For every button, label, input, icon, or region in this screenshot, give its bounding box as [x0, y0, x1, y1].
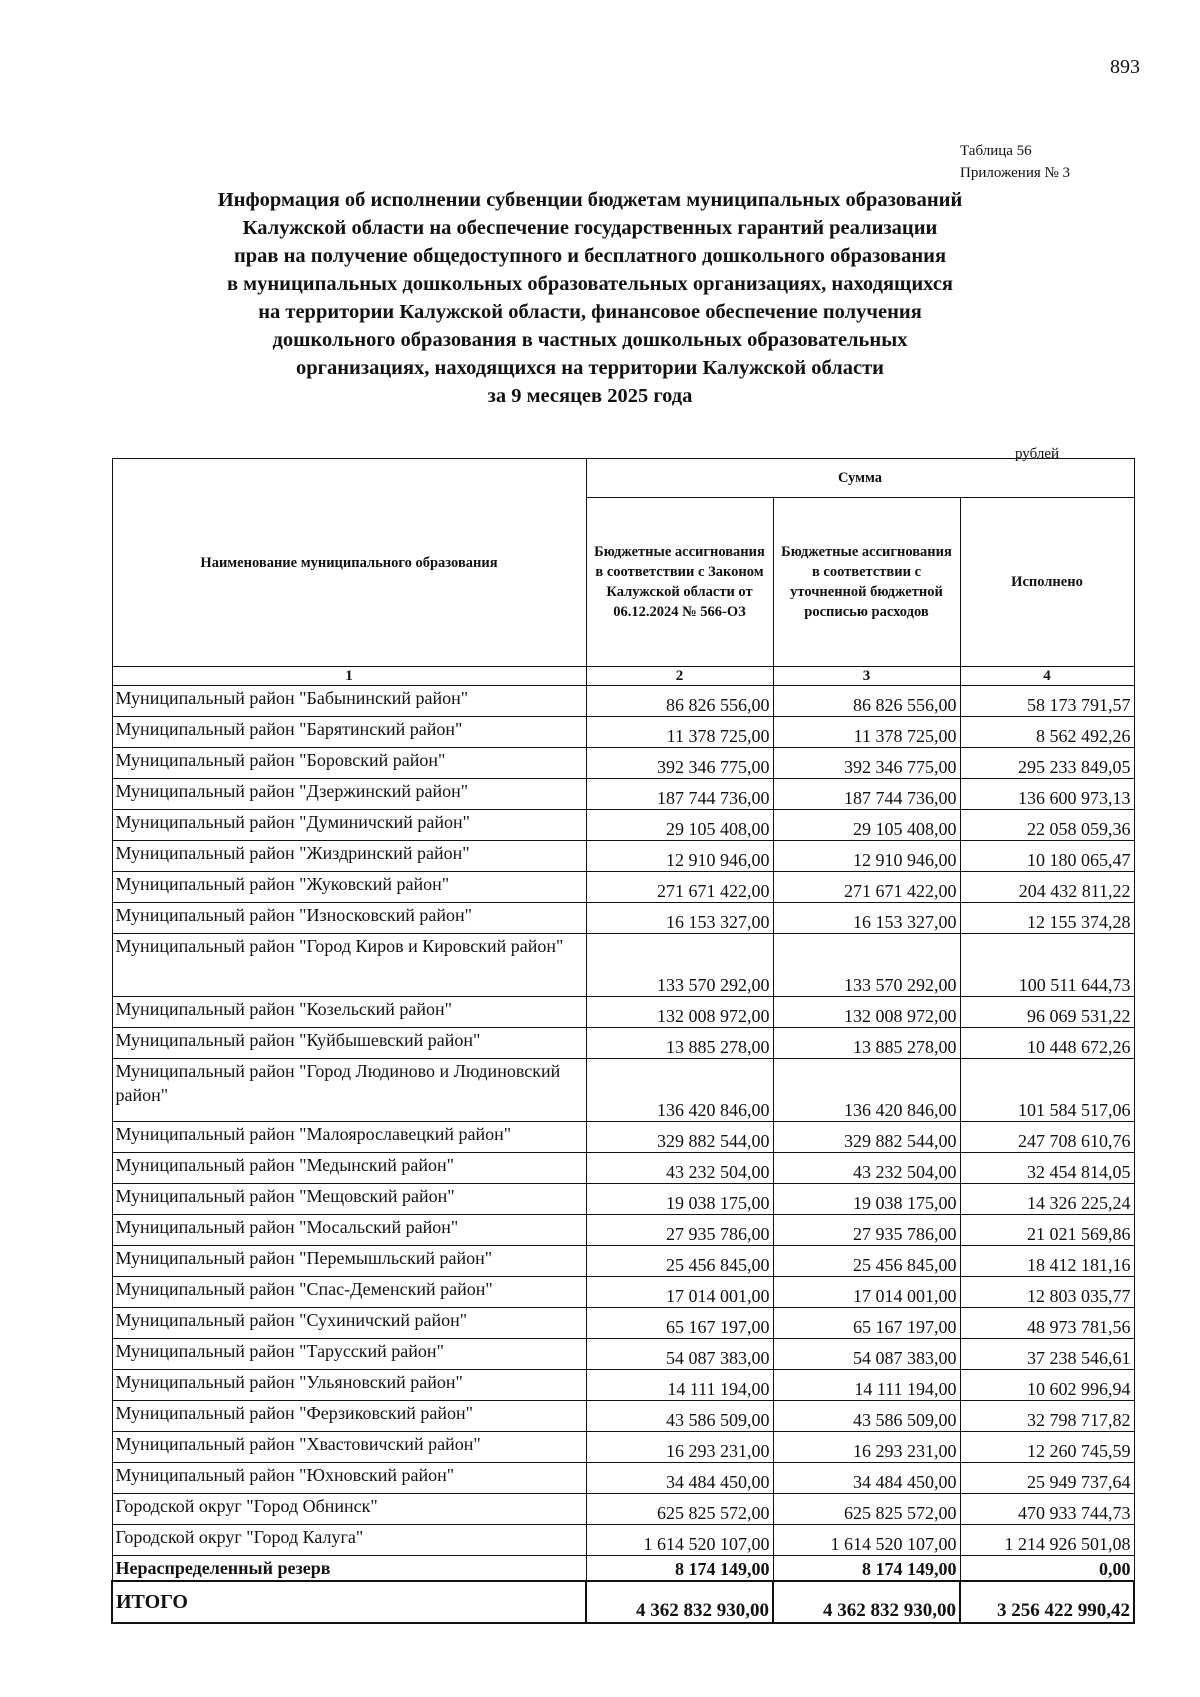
executed-value: 58 173 791,57: [960, 686, 1134, 717]
executed-value: 48 973 781,56: [960, 1308, 1134, 1339]
reserve-executed-value: 0,00: [960, 1556, 1134, 1582]
header-municipality: Наименование муниципального образования: [112, 459, 586, 667]
table-row: [112, 810, 1134, 841]
header-sum: Сумма: [586, 459, 1134, 498]
table-row: [112, 1184, 1134, 1215]
law-allocation-value: 136 420 846,00: [586, 1059, 773, 1122]
law-allocation-value: 187 744 736,00: [586, 779, 773, 810]
table-row: [112, 1463, 1134, 1494]
refined-allocation-value: 17 014 001,00: [773, 1277, 960, 1308]
executed-value: 100 511 644,73: [960, 934, 1134, 997]
table-row: [112, 1215, 1134, 1246]
executed-value: 204 432 811,22: [960, 872, 1134, 903]
total-label: ИТОГО: [112, 1581, 586, 1623]
law-allocation-value: 16 153 327,00: [586, 903, 773, 934]
table-row: [112, 1401, 1134, 1432]
executed-value: 1 214 926 501,08: [960, 1525, 1134, 1556]
table-row: [112, 1370, 1134, 1401]
law-allocation-value: 43 586 509,00: [586, 1401, 773, 1432]
table-row: [112, 934, 1134, 997]
subvention-table: [111, 458, 1135, 1624]
municipality-name: Муниципальный район "Перемышльский район": [112, 1246, 586, 1277]
table-row: [112, 1059, 1134, 1122]
header-law-allocations: Бюджетные ассигнования в соответствии с Законом Калужской области от 06.12.2024 № 566-ОЗ: [586, 498, 773, 667]
executed-value: 470 933 744,73: [960, 1494, 1134, 1525]
units-label: рублей: [1015, 446, 1060, 462]
law-allocation-value: 271 671 422,00: [586, 872, 773, 903]
column-number: 4: [960, 667, 1134, 686]
refined-allocation-value: 16 153 327,00: [773, 903, 960, 934]
table-row: [112, 686, 1134, 717]
municipality-name: Муниципальный район "Думиничский район": [112, 810, 586, 841]
executed-value: 12 803 035,77: [960, 1277, 1134, 1308]
law-allocation-value: 625 825 572,00: [586, 1494, 773, 1525]
table-row: [112, 1339, 1134, 1370]
law-allocation-value: 12 910 946,00: [586, 841, 773, 872]
law-allocation-value: 25 456 845,00: [586, 1246, 773, 1277]
reserve-refined-value: 8 174 149,00: [773, 1556, 960, 1582]
refined-allocation-value: 34 484 450,00: [773, 1463, 960, 1494]
executed-value: 37 238 546,61: [960, 1339, 1134, 1370]
municipality-name: Муниципальный район "Спас-Деменский район": [112, 1277, 586, 1308]
municipality-name: Муниципальный район "Мещовский район": [112, 1184, 586, 1215]
executed-value: 12 260 745,59: [960, 1432, 1134, 1463]
municipality-name: Муниципальный район "Юхновский район": [112, 1463, 586, 1494]
table-row: [112, 841, 1134, 872]
law-allocation-value: 34 484 450,00: [586, 1463, 773, 1494]
table-row: [112, 903, 1134, 934]
refined-allocation-value: 271 671 422,00: [773, 872, 960, 903]
executed-value: 22 058 059,36: [960, 810, 1134, 841]
column-number: 2: [586, 667, 773, 686]
appendix-number: Приложения № 3: [960, 165, 1071, 181]
law-allocation-value: 392 346 775,00: [586, 748, 773, 779]
table-row: [112, 779, 1134, 810]
municipality-name: Муниципальный район "Ферзиковский район": [112, 1401, 586, 1432]
refined-allocation-value: 43 586 509,00: [773, 1401, 960, 1432]
executed-value: 32 454 814,05: [960, 1153, 1134, 1184]
law-allocation-value: 17 014 001,00: [586, 1277, 773, 1308]
header-refined-allocations: Бюджетные ассигнования в соответствии с уточненной бюджетной росписью расходов: [773, 498, 960, 667]
table-row: [112, 1525, 1134, 1556]
total-refined-value: 4 362 832 930,00: [773, 1581, 960, 1623]
refined-allocation-value: 392 346 775,00: [773, 748, 960, 779]
law-allocation-value: 11 378 725,00: [586, 717, 773, 748]
executed-value: 8 562 492,26: [960, 717, 1134, 748]
title-line: Калужской области на обеспечение государственных гарантий реализации: [242, 217, 938, 239]
municipality-name: Муниципальный район "Куйбышевский район": [112, 1028, 586, 1059]
executed-value: 295 233 849,05: [960, 748, 1134, 779]
executed-value: 96 069 531,22: [960, 997, 1134, 1028]
law-allocation-value: 43 232 504,00: [586, 1153, 773, 1184]
table-reference: [960, 140, 1070, 184]
refined-allocation-value: 29 105 408,00: [773, 810, 960, 841]
title-line: за 9 месяцев 2025 года: [487, 385, 693, 407]
table-row: [112, 1494, 1134, 1525]
reserve-row: [112, 1556, 1134, 1582]
municipality-name: Муниципальный район "Город Людиново и Людиновский район": [112, 1059, 586, 1122]
refined-allocation-value: 25 456 845,00: [773, 1246, 960, 1277]
table-row: [112, 1028, 1134, 1059]
document-title: [130, 186, 1050, 410]
municipality-name: Муниципальный район "Жиздринский район": [112, 841, 586, 872]
municipality-name: Муниципальный район "Мосальский район": [112, 1215, 586, 1246]
refined-allocation-value: 86 826 556,00: [773, 686, 960, 717]
executed-value: 14 326 225,24: [960, 1184, 1134, 1215]
refined-allocation-value: 54 087 383,00: [773, 1339, 960, 1370]
table-row: [112, 1277, 1134, 1308]
title-line: Информация об исполнении субвенции бюджетам муниципальных образований: [217, 189, 963, 211]
table-row: [112, 872, 1134, 903]
table-row: [112, 1153, 1134, 1184]
municipality-name: Муниципальный район "Ульяновский район": [112, 1370, 586, 1401]
executed-value: 25 949 737,64: [960, 1463, 1134, 1494]
law-allocation-value: 133 570 292,00: [586, 934, 773, 997]
title-line: прав на получение общедоступного и бесплатного дошкольного образования: [233, 245, 947, 267]
law-allocation-value: 65 167 197,00: [586, 1308, 773, 1339]
municipality-name: Муниципальный район "Износковский район": [112, 903, 586, 934]
law-allocation-value: 54 087 383,00: [586, 1339, 773, 1370]
law-allocation-value: 29 105 408,00: [586, 810, 773, 841]
refined-allocation-value: 11 378 725,00: [773, 717, 960, 748]
table-row: [112, 1122, 1134, 1153]
table-summary: [112, 1556, 1134, 1624]
refined-allocation-value: 329 882 544,00: [773, 1122, 960, 1153]
table-row: [112, 1246, 1134, 1277]
refined-allocation-value: 12 910 946,00: [773, 841, 960, 872]
executed-value: 136 600 973,13: [960, 779, 1134, 810]
municipality-name: Муниципальный район "Бабынинский район": [112, 686, 586, 717]
refined-allocation-value: 136 420 846,00: [773, 1059, 960, 1122]
refined-allocation-value: 13 885 278,00: [773, 1028, 960, 1059]
total-row: [112, 1581, 1134, 1623]
column-number: 1: [112, 667, 586, 686]
municipality-name: Муниципальный район "Хвастовичский район": [112, 1432, 586, 1463]
refined-allocation-value: 132 008 972,00: [773, 997, 960, 1028]
table-row: [112, 748, 1134, 779]
municipality-name: Муниципальный район "Козельский район": [112, 997, 586, 1028]
law-allocation-value: 132 008 972,00: [586, 997, 773, 1028]
executed-value: 101 584 517,06: [960, 1059, 1134, 1122]
municipality-name: Муниципальный район "Город Киров и Кировский район": [112, 934, 586, 997]
table-row: [112, 1432, 1134, 1463]
municipality-name: Городской округ "Город Калуга": [112, 1525, 586, 1556]
municipality-name: Городской округ "Город Обнинск": [112, 1494, 586, 1525]
municipality-name: Муниципальный район "Медынский район": [112, 1153, 586, 1184]
table-header: [112, 459, 1134, 686]
executed-value: 21 021 569,86: [960, 1215, 1134, 1246]
law-allocation-value: 13 885 278,00: [586, 1028, 773, 1059]
law-allocation-value: 19 038 175,00: [586, 1184, 773, 1215]
refined-allocation-value: 19 038 175,00: [773, 1184, 960, 1215]
total-executed-value: 3 256 422 990,42: [960, 1581, 1134, 1623]
law-allocation-value: 329 882 544,00: [586, 1122, 773, 1153]
refined-allocation-value: 133 570 292,00: [773, 934, 960, 997]
municipality-name: Муниципальный район "Тарусский район": [112, 1339, 586, 1370]
title-line: в муниципальных дошкольных образовательных организациях, находящихся: [226, 273, 954, 295]
refined-allocation-value: 14 111 194,00: [773, 1370, 960, 1401]
header-executed: Исполнено: [960, 498, 1134, 667]
municipality-name: Муниципальный район "Дзержинский район": [112, 779, 586, 810]
refined-allocation-value: 1 614 520 107,00: [773, 1525, 960, 1556]
executed-value: 18 412 181,16: [960, 1246, 1134, 1277]
municipality-name: Муниципальный район "Жуковский район": [112, 872, 586, 903]
law-allocation-value: 1 614 520 107,00: [586, 1525, 773, 1556]
law-allocation-value: 14 111 194,00: [586, 1370, 773, 1401]
refined-allocation-value: 43 232 504,00: [773, 1153, 960, 1184]
executed-value: 10 602 996,94: [960, 1370, 1134, 1401]
municipality-name: Муниципальный район "Барятинский район": [112, 717, 586, 748]
table-number: Таблица 56: [960, 143, 1032, 159]
table-row: [112, 717, 1134, 748]
title-line: на территории Калужской области, финансовое обеспечение получения: [258, 301, 922, 323]
law-allocation-value: 27 935 786,00: [586, 1215, 773, 1246]
law-allocation-value: 16 293 231,00: [586, 1432, 773, 1463]
executed-value: 32 798 717,82: [960, 1401, 1134, 1432]
refined-allocation-value: 625 825 572,00: [773, 1494, 960, 1525]
municipality-name: Муниципальный район "Боровский район": [112, 748, 586, 779]
reserve-law-value: 8 174 149,00: [586, 1556, 773, 1582]
table-row: [112, 1308, 1134, 1339]
municipality-name: Муниципальный район "Малоярославецкий район": [112, 1122, 586, 1153]
executed-value: 12 155 374,28: [960, 903, 1134, 934]
page-number: 893: [1110, 56, 1140, 78]
refined-allocation-value: 187 744 736,00: [773, 779, 960, 810]
column-number: 3: [773, 667, 960, 686]
refined-allocation-value: 16 293 231,00: [773, 1432, 960, 1463]
table-row: [112, 997, 1134, 1028]
law-allocation-value: 86 826 556,00: [586, 686, 773, 717]
executed-value: 10 448 672,26: [960, 1028, 1134, 1059]
reserve-name: Нераспределенный резерв: [112, 1556, 586, 1582]
table-body: [112, 686, 1134, 1556]
executed-value: 10 180 065,47: [960, 841, 1134, 872]
total-law-value: 4 362 832 930,00: [586, 1581, 773, 1623]
municipality-name: Муниципальный район "Сухиничский район": [112, 1308, 586, 1339]
executed-value: 247 708 610,76: [960, 1122, 1134, 1153]
refined-allocation-value: 65 167 197,00: [773, 1308, 960, 1339]
title-line: организациях, находящихся на территории Калужской области: [296, 357, 884, 379]
refined-allocation-value: 27 935 786,00: [773, 1215, 960, 1246]
title-line: дошкольного образования в частных дошкольных образовательных: [272, 329, 908, 351]
